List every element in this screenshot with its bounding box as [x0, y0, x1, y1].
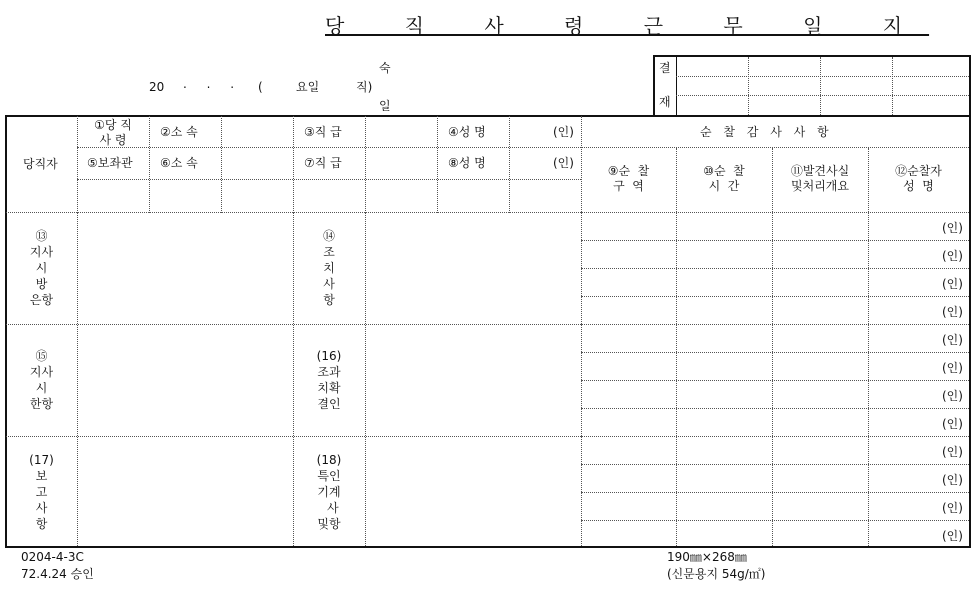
- officer-col-divider: [149, 116, 150, 213]
- section-row-line: [6, 324, 581, 325]
- officer-row-divider: [77, 147, 581, 148]
- approval-label-divider: [676, 57, 677, 115]
- approval-divider: [820, 57, 821, 115]
- action-confirm-label: (16) 조과 치확 결인: [316, 349, 342, 411]
- approval-divider: [676, 76, 969, 77]
- rank-label-2: ⑦직 급: [304, 156, 342, 170]
- unit-label-1: ②소 속: [160, 125, 198, 139]
- remarks-label: (18) 특인 기계 사 및항: [316, 453, 342, 531]
- table-bottom-border: [5, 546, 971, 548]
- date-duty: 직): [356, 80, 373, 94]
- officer-col-divider: [437, 116, 438, 213]
- patroller-seal: (인): [942, 389, 963, 403]
- patrol-row-line: [581, 436, 969, 437]
- patrol-row-line: [581, 240, 969, 241]
- findings-header: ⑪발견사실 및처리개요: [790, 164, 850, 193]
- date-il: 일: [379, 99, 391, 113]
- patroller-seal: (인): [942, 529, 963, 543]
- patroller-seal: (인): [942, 361, 963, 375]
- officer-row-divider: [77, 179, 581, 180]
- patroller-seal: (인): [942, 501, 963, 515]
- patroller-name-header: ⑫순찰자 성 명: [895, 164, 942, 193]
- approval-jae: 재: [659, 95, 671, 109]
- patrol-row-line: [581, 380, 969, 381]
- date-year-prefix: 20: [149, 80, 165, 94]
- patrol-row-line: [581, 268, 969, 269]
- approval-gyeol: 결: [659, 61, 671, 75]
- patrol-row-line: [581, 212, 969, 213]
- patrol-row-line: [581, 464, 969, 465]
- patrol-col-divider: [676, 148, 677, 546]
- form-title: 당 직 사 령 근 무 일 지: [325, 14, 930, 38]
- approval-divider: [748, 57, 749, 115]
- approval-divider: [892, 57, 893, 115]
- patrol-row-line: [581, 352, 969, 353]
- officer-col-divider: [365, 116, 366, 213]
- unit-label-2: ⑥소 속: [160, 156, 198, 170]
- patrol-row-line: [581, 520, 969, 521]
- patrol-col-divider: [772, 148, 773, 546]
- table-right-border: [969, 115, 971, 548]
- form-code: 0204-4-3C: [21, 550, 84, 564]
- patrol-row-line: [581, 296, 969, 297]
- officer-col-divider: [509, 116, 510, 213]
- patroller-seal: (인): [942, 305, 963, 319]
- officer-col-divider: [221, 116, 222, 213]
- name-label-2: ⑧성 명: [448, 156, 486, 170]
- patrol-header-divider: [581, 147, 969, 148]
- rank-label-1: ③직 급: [304, 125, 342, 139]
- date-suk: 숙: [379, 61, 391, 75]
- patrol-time-header: ⑩순 찰 시 간: [703, 164, 745, 193]
- paper-type: (신문용지 54g/㎡): [667, 567, 766, 581]
- approval-divider: [676, 95, 969, 96]
- officer-col-divider: [293, 116, 294, 213]
- patrol-row-line: [581, 408, 969, 409]
- form-approval-date: 72.4.24 승인: [21, 567, 94, 581]
- patroller-seal: (인): [942, 221, 963, 235]
- paper-size: 190㎜×268㎜: [667, 550, 747, 564]
- patrol-row-line: [581, 492, 969, 493]
- patrol-header: 순 찰 감 사 사 항: [700, 125, 833, 139]
- seal-label-1: (인): [553, 125, 574, 139]
- patroller-seal: (인): [942, 333, 963, 347]
- approval-box-left: [653, 55, 655, 116]
- section-row-line: [6, 436, 581, 437]
- section-divider: [77, 213, 78, 546]
- patroller-seal: (인): [942, 417, 963, 431]
- date-dots: . . .: [183, 77, 243, 91]
- instructions-label: ⑬ 지사 시 방 은항: [29, 229, 54, 307]
- patroller-seal: (인): [942, 445, 963, 459]
- date-weekday: 요일: [296, 80, 320, 94]
- seal-label-2: (인): [553, 156, 574, 170]
- directives-label: ⑮ 지사 시 한항: [29, 349, 54, 411]
- name-label-1: ④성 명: [448, 125, 486, 139]
- duty-commander-label: ①당 직 사 령: [94, 118, 132, 147]
- patrol-row-line: [581, 324, 969, 325]
- patrol-col-divider: [868, 148, 869, 546]
- approval-box-top: [653, 55, 971, 57]
- approval-box-right: [969, 55, 971, 116]
- report-label: (17) 보 고 사 항: [29, 453, 54, 531]
- patroller-seal: (인): [942, 249, 963, 263]
- date-open-paren: (: [258, 80, 263, 94]
- section-divider: [365, 213, 366, 546]
- officer-section-label: 당직자: [23, 157, 58, 171]
- patroller-seal: (인): [942, 473, 963, 487]
- actions-label: ⑭ 조 치 사 항: [322, 229, 335, 307]
- assistant-label: ⑤보좌관: [87, 156, 133, 170]
- patrol-area-header: ⑨순 찰 구 역: [607, 164, 650, 193]
- patroller-seal: (인): [942, 277, 963, 291]
